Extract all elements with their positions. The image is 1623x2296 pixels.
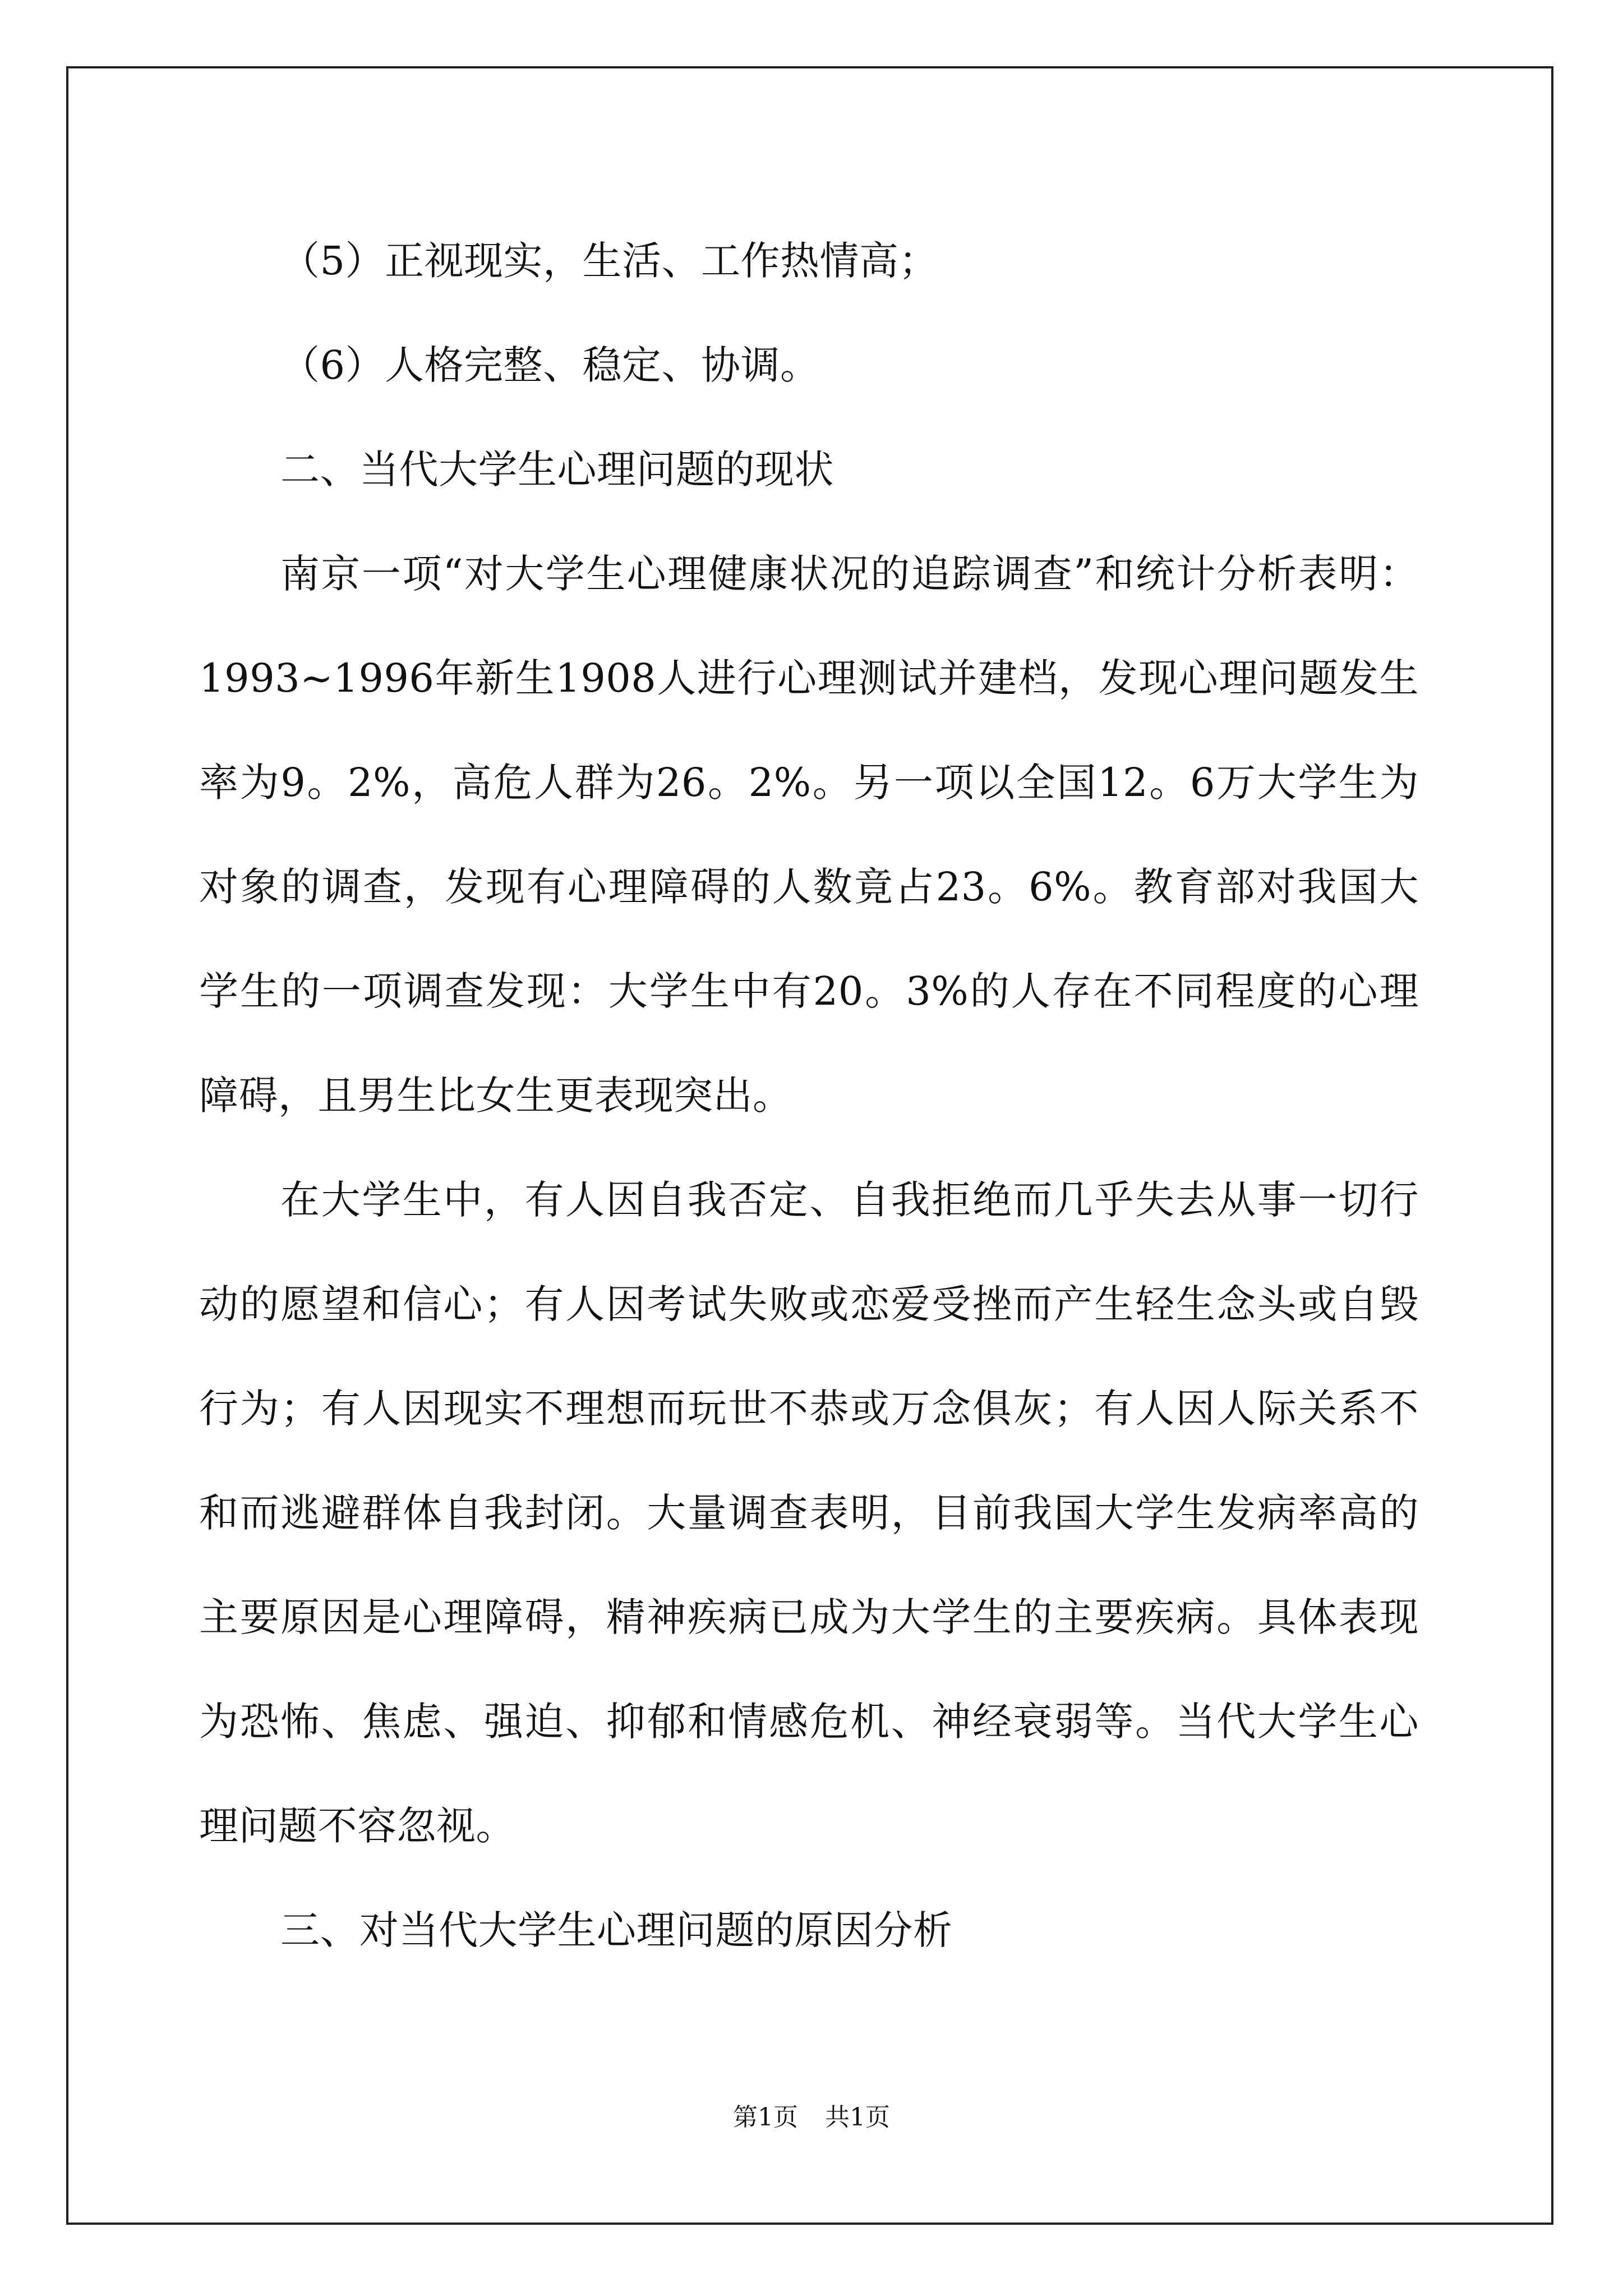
list-item-5: （5）正视现实，生活、工作热情高； — [280, 238, 939, 284]
section-heading-3: 三、对当代大学生心理问题的原因分析 — [280, 1907, 953, 1953]
section-heading-2: 二、当代大学生心理问题的现状 — [280, 447, 834, 493]
page-number: 第1页 — [733, 2103, 798, 2132]
page-footer — [0, 2097, 1623, 2133]
paragraph-symptoms: 在大学生中，有人因自我否定、自我拒绝而几乎失去从事一切行动的愿望和信心；有人因考试失败或恋爱受挫而产生轻生念头或自毁行为；有人因现实不理想而玩世不恭或万念俱灰；有人因人际关系不和而逃避群体自我封闭。大量调查表明，目前我国大学生发病率高的主要原因是心理障碍，精神疾病已成为大学生的主要疾病。具体表现为恐怖、焦虑、强迫、抑郁和情感危机、神经衰弱等。当代大学生心理问题不容忽视。 — [199, 1177, 1419, 1849]
document-body — [199, 209, 1419, 1982]
list-item-6: （6）人格完整、稳定、协调。 — [280, 342, 820, 388]
page-total: 共1页 — [825, 2103, 890, 2132]
paragraph-survey-data: 南京一项“对大学生心理健康状况的追踪调查”和统计分析表明：1993~1996年新生1908人进行心理测试并建档，发现心理问题发生率为9。2%，高危人群为26。2%。另一项以全国12。6万大学生为对象的调查，发现有心理障碍的人数竟占23。6%。教育部对我国大学生的一项调查发现：大学生中有20。3%的人存在不同程度的心理障碍，且男生比女生更表现突出。 — [199, 551, 1419, 1119]
